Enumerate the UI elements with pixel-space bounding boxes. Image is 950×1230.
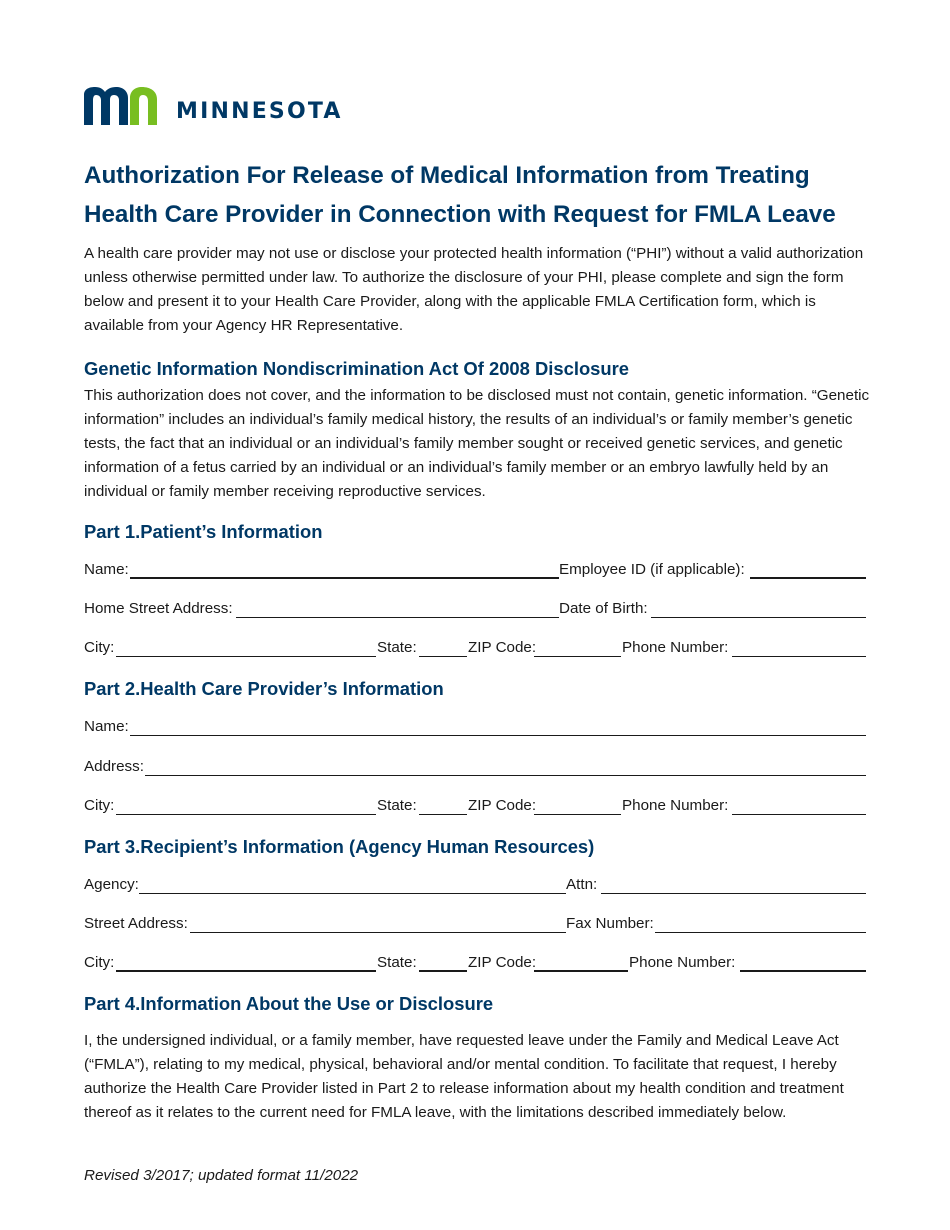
patient-zip-field[interactable] (534, 656, 621, 657)
recipient-phone-field[interactable] (740, 970, 866, 972)
revision-note: Revised 3/2017; updated format 11/2022 (84, 1167, 359, 1184)
patient-phone-label: Phone Number: (622, 639, 729, 656)
part3-row-city (84, 953, 866, 975)
patient-state-label: State: (377, 639, 417, 656)
recipient-city-field[interactable] (116, 970, 376, 972)
dob-label: Date of Birth: (559, 600, 648, 617)
patient-name-field[interactable] (130, 577, 559, 579)
home-address-field[interactable] (236, 617, 559, 618)
provider-state-label: State: (377, 797, 417, 814)
attn-label: Attn: (566, 876, 598, 893)
home-address-label: Home Street Address: (84, 600, 233, 617)
agency-label: Agency: (84, 876, 139, 893)
agency-field[interactable] (139, 893, 566, 894)
patient-state-field[interactable] (419, 656, 467, 657)
part2-row-address (84, 757, 866, 779)
patient-name-label: Name: (84, 561, 129, 578)
provider-name-field[interactable] (130, 735, 866, 736)
part1-row-city (84, 638, 866, 660)
part3-row-street (84, 914, 866, 936)
intro-paragraph: A health care provider may not use or disclose your protected health information (“PHI”) without a valid authorization unless otherwise permitted under law. To authorize the disclosure of your PHI, please complete and sign the form below and present it to your Health Care Provider, along with the applicable FMLA Certification form, which is available from your Agency HR Representative. (84, 245, 864, 334)
gina-paragraph: This authorization does not cover, and the information to be disclosed must not contain, genetic information. “Genetic information” includes an individual’s family medical history, the results of an individual’s or family member’s genetic tests, the fact that an individual or an individual’s family member sought or received genetic services, and genetic information of a fetus carried by an individual or an individual’s family member or an embryo lawfully held by an individual or family member receiving reproductive services. (84, 387, 870, 500)
dob-field[interactable] (651, 617, 866, 618)
recipient-street-field[interactable] (190, 932, 566, 933)
provider-city-field[interactable] (116, 814, 376, 815)
part1-heading: Part 1.Patient’s Information (84, 521, 323, 542)
attn-field[interactable] (601, 893, 866, 894)
provider-city-label: City: (84, 797, 115, 814)
part2-row-city (84, 796, 866, 818)
minnesota-mn-logo-icon (84, 86, 160, 126)
recipient-zip-field[interactable] (534, 970, 628, 972)
minnesota-wordmark: MINNESOTA (176, 99, 343, 124)
recipient-city-label: City: (84, 954, 115, 971)
part4-paragraph: I, the undersigned individual, or a family member, have requested leave under the Family and Medical Leave Act (“FMLA”), relating to my medical, physical, behavioral and/or mental condition. To facilitate that request, I hereby authorize the Health Care Provider listed in Part 2 to release information about my health condition and treatment thereof as it relates to the current need for FMLA leave, with the limitations described immediately below. (84, 1032, 844, 1121)
provider-phone-label: Phone Number: (622, 797, 729, 814)
provider-name-label: Name: (84, 718, 129, 735)
provider-phone-field[interactable] (732, 814, 866, 815)
recipient-state-field[interactable] (419, 970, 467, 972)
recipient-zip-label: ZIP Code: (468, 954, 537, 971)
employee-id-field[interactable] (750, 577, 866, 579)
gina-heading: Genetic Information Nondiscrimination Act Of 2008 Disclosure (84, 358, 630, 379)
part1-row-name (84, 560, 866, 582)
patient-zip-label: ZIP Code: (468, 639, 537, 656)
recipient-street-label: Street Address: (84, 915, 188, 932)
part3-row-agency (84, 875, 866, 897)
provider-state-field[interactable] (419, 814, 467, 815)
form-title: Authorization For Release of Medical Information from Treating Health Care Provider in Connection with Request for FMLA Leave (84, 162, 836, 228)
part2-heading: Part 2.Health Care Provider’s Information (84, 678, 444, 699)
part1-row-address (84, 599, 866, 621)
part2-row-name (84, 717, 866, 739)
fax-label: Fax Number: (566, 915, 654, 932)
provider-zip-label: ZIP Code: (468, 797, 537, 814)
patient-city-label: City: (84, 639, 115, 656)
part4-heading: Part 4.Information About the Use or Disclosure (84, 993, 494, 1014)
provider-address-field[interactable] (145, 775, 866, 776)
recipient-state-label: State: (377, 954, 417, 971)
recipient-phone-label: Phone Number: (629, 954, 736, 971)
employee-id-label: Employee ID (if applicable): (559, 561, 745, 578)
provider-zip-field[interactable] (534, 814, 621, 815)
fax-field[interactable] (655, 932, 866, 933)
patient-phone-field[interactable] (732, 656, 866, 657)
provider-address-label: Address: (84, 758, 144, 775)
part3-heading: Part 3.Recipient’s Information (Agency Human Resources) (84, 836, 595, 857)
patient-city-field[interactable] (116, 656, 376, 657)
